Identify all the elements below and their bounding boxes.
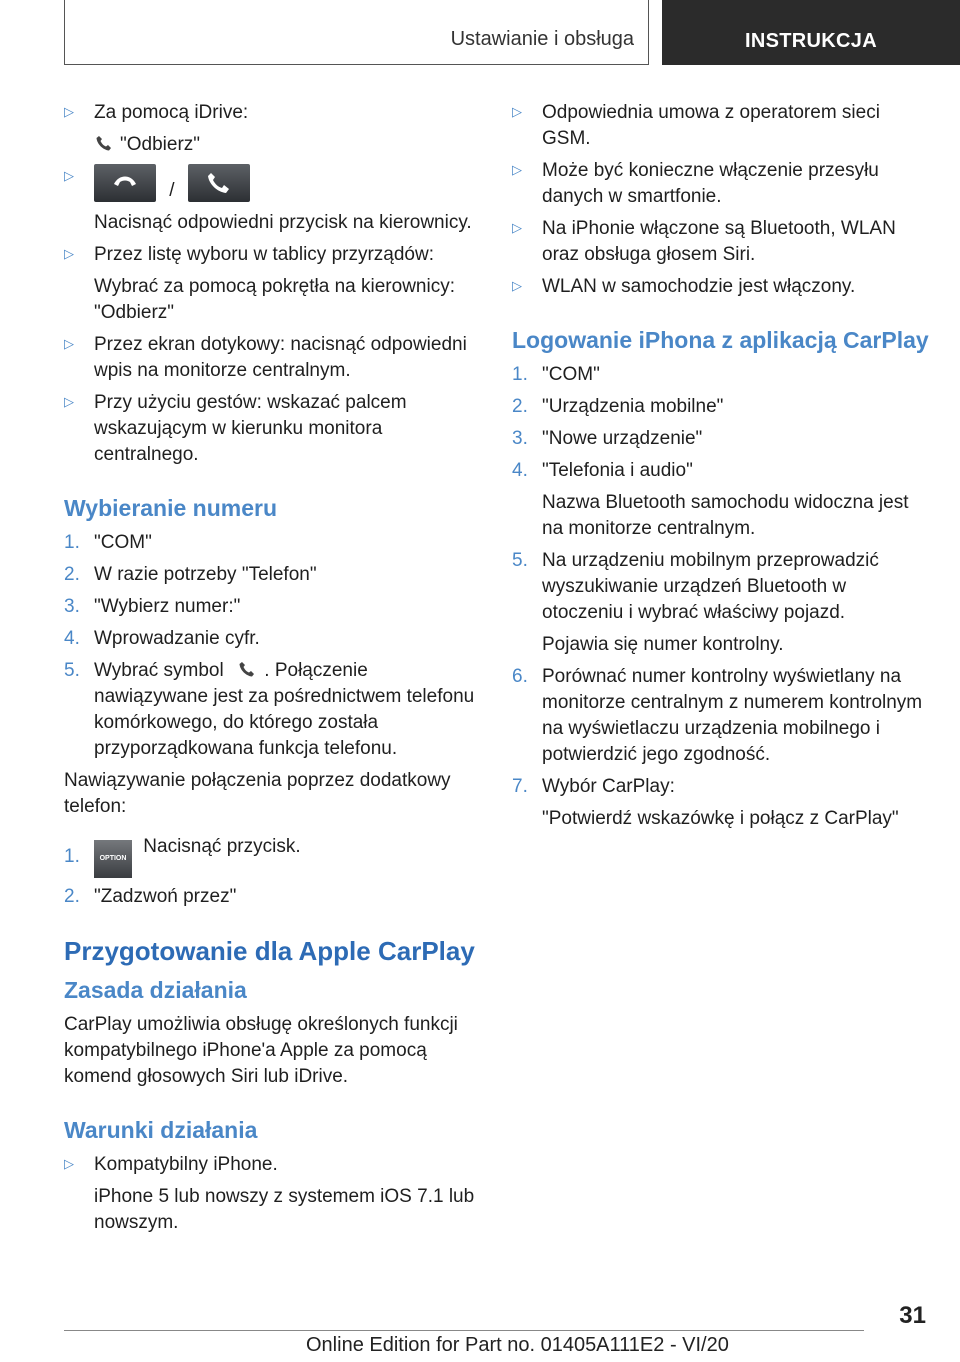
step-text: Wybór CarPlay:: [542, 776, 675, 797]
phone-answer-icon: [205, 170, 233, 196]
list-item: [64, 658, 478, 762]
list-item: [512, 458, 930, 542]
section-title: Ustawianie i obsługa: [450, 28, 634, 50]
bullet-subtext: Wybrać za pomocą pokrętła na kierownicy: "Odbierz": [94, 276, 455, 323]
bullet-subtext: [94, 132, 478, 158]
footer-divider: [64, 1330, 864, 1331]
step-text: "Wybierz numer:": [94, 596, 241, 617]
step-text: Nacisnąć przycisk.: [143, 836, 301, 857]
step-text: Porównać numer kontrolny wyświetlany na monitorze centralnym z numerem kontrolnym na wyświetlaczu urządzenia mobilnego i potwierdzić jego zgodność.: [542, 666, 923, 765]
list-item: [512, 774, 930, 832]
step-number: 2.: [64, 564, 80, 585]
step-text-cont: . Połączenie nawiązywane jest za pośrednictwem telefonu komórkowego, do którego została przyporządkowana funkcja telefonu.: [94, 660, 475, 759]
heading-carplay-prep: Przygotowanie dla Apple CarPlay: [64, 936, 475, 966]
bullet-text: Może być konieczne włączenie przesyłu danych w smartfonie.: [542, 160, 879, 207]
heading-login: Logowanie iPhona z aplikacją CarPlay: [512, 327, 929, 353]
triangle-bullet-icon: ▷: [64, 1156, 74, 1171]
page-header: [0, 0, 960, 66]
step-number: 1.: [512, 364, 528, 385]
step-number: 1.: [64, 846, 80, 867]
heading-principle: Zasada działania: [64, 977, 247, 1003]
step-number: 3.: [64, 596, 80, 617]
left-column: [64, 100, 478, 1242]
list-item: [512, 362, 930, 388]
bullet-touchscreen: [64, 332, 478, 384]
bullet-bluetooth-wlan: [512, 216, 930, 268]
list-item: [512, 548, 930, 658]
step-text: "Nowe urządzenie": [542, 428, 703, 449]
bullet-gestures: [64, 390, 478, 468]
step-number: 7.: [512, 776, 528, 797]
step-number: 2.: [512, 396, 528, 417]
bullet-text: Odpowiednia umowa z operatorem sieci GSM.: [542, 102, 880, 149]
login-steps-list: [512, 362, 930, 832]
step-subtext: "Potwierdź wskazówkę i połącz z CarPlay": [542, 808, 899, 829]
principle-paragraph: CarPlay umożliwia obsługę określonych funkcji kompatybilnego iPhone'a Apple za pomocą komend głosowych Siri lub iDrive.: [64, 1014, 458, 1087]
steering-phone-button-image: [94, 164, 156, 202]
bullet-steering-buttons: [64, 164, 478, 236]
list-item: [64, 562, 478, 588]
triangle-bullet-icon: ▷: [64, 336, 74, 351]
list-item: [64, 884, 478, 910]
bullet-compatible-iphone: [64, 1152, 478, 1236]
online-edition-text: Online Edition for Part no. 01405A111E2 - VI/20: [306, 1334, 729, 1356]
bullet-text: Za pomocą iDrive:: [94, 102, 249, 123]
instrukcja-tab-label: INSTRUKCJA: [745, 30, 877, 52]
bullet-text: Kompatybilny iPhone.: [94, 1154, 278, 1175]
step-number: 6.: [512, 666, 528, 687]
step-text: "COM": [542, 364, 600, 385]
bullet-gsm: [512, 100, 930, 152]
triangle-bullet-icon: ▷: [64, 104, 74, 119]
triangle-bullet-icon: ▷: [512, 220, 522, 235]
bullet-idrive: [64, 100, 478, 158]
step-number: 2.: [64, 886, 80, 907]
triangle-bullet-icon: ▷: [64, 168, 74, 183]
list-item: [64, 626, 478, 652]
step-subtext: Nazwa Bluetooth samochodu widoczna jest na monitorze centralnym.: [542, 492, 909, 539]
step-text: "Zadzwoń przez": [94, 886, 237, 907]
phone-pickup-icon: [111, 170, 139, 196]
list-item: [512, 426, 930, 452]
triangle-bullet-icon: ▷: [64, 394, 74, 409]
odbierz-text: "Odbierz": [120, 134, 201, 155]
phone-icon: [237, 659, 257, 679]
step-text: Na urządzeniu mobilnym przeprowadzić wyszukiwanie urządzeń Bluetooth w otoczeniu i wybrać właściwy pojazd.: [542, 550, 879, 623]
list-item: [512, 394, 930, 420]
list-item: [64, 594, 478, 620]
triangle-bullet-icon: ▷: [512, 162, 522, 177]
list-item: [64, 834, 478, 878]
option-button-label: OPTION: [99, 855, 127, 862]
triangle-bullet-icon: ▷: [64, 246, 74, 261]
phone-icon: [94, 133, 114, 153]
heading-dialing: Wybieranie numeru: [64, 495, 278, 521]
option-button-image: [94, 840, 132, 878]
separator-text: /: [169, 180, 175, 201]
bullet-text: WLAN w samochodzie jest włączony.: [542, 276, 856, 297]
page-number: 31: [899, 1302, 926, 1329]
step-number: 4.: [64, 628, 80, 649]
bullet-text: Przy użyciu gestów: wskazać palcem wskazującym w kierunku monitora centralnego.: [94, 392, 407, 465]
triangle-bullet-icon: ▷: [512, 104, 522, 119]
bullet-data-transfer: [512, 158, 930, 210]
list-item: [512, 664, 930, 768]
step-text: Wprowadzanie cyfr.: [94, 628, 260, 649]
heading-conditions: Warunki działania: [64, 1117, 258, 1143]
step-subtext: Pojawia się numer kontrolny.: [542, 634, 784, 655]
button-images-row: [94, 164, 478, 204]
step-text: W razie potrzeby "Telefon": [94, 564, 317, 585]
step-number: 4.: [512, 460, 528, 481]
step-text: "COM": [94, 532, 152, 553]
step-text: "Telefonia i audio": [542, 460, 693, 481]
bullet-text: Przez ekran dotykowy: nacisnąć odpowiedni wpis na monitorze centralnym.: [94, 334, 467, 381]
bullet-text: Przez listę wyboru w tablicy przyrządów:: [94, 244, 434, 265]
step-number: 5.: [64, 660, 80, 681]
bullet-subtext: iPhone 5 lub nowszy z systemem iOS 7.1 lub nowszym.: [94, 1186, 475, 1233]
bullet-subtext: Nacisnąć odpowiedni przycisk na kierownicy.: [94, 212, 472, 233]
instrukcja-tab[interactable]: [662, 0, 960, 65]
steering-answer-button-image: [188, 164, 250, 202]
triangle-bullet-icon: ▷: [512, 278, 522, 293]
step-text: Wybrać symbol: [94, 660, 224, 681]
step-number: 1.: [64, 532, 80, 553]
bullet-instrument-list: [64, 242, 478, 326]
right-column: [512, 100, 930, 838]
step-text: "Urządzenia mobilne": [542, 396, 724, 417]
dial-steps-list: [64, 530, 478, 762]
bullet-car-wlan: [512, 274, 930, 300]
step-number: 3.: [512, 428, 528, 449]
bullet-text: Na iPhonie włączone są Bluetooth, WLAN oraz obsługa głosem Siri.: [542, 218, 896, 265]
list-item: [64, 530, 478, 556]
extra-phone-paragraph: Nawiązywanie połączenia poprzez dodatkowy telefon:: [64, 770, 451, 817]
step-number: 5.: [512, 550, 528, 571]
